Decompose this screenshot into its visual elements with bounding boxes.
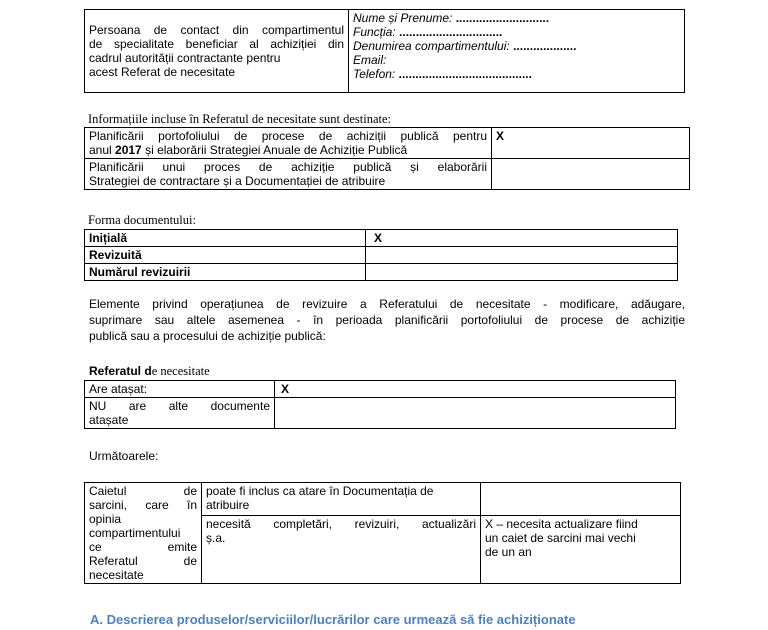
contact-line: cadrul autorității contractante pentru [89, 51, 281, 65]
field-email: Email: [353, 53, 387, 67]
caiet-line: opinia [89, 512, 122, 526]
form-row-label: Numărul revizuirii [85, 264, 366, 281]
referat-table [84, 380, 676, 429]
option-text: anul 2017 și elaborării Strategiei Anuale de Achiziție Publică [89, 143, 408, 157]
attachment-yes-mark: X [275, 381, 676, 398]
caiet-line: necesitate [89, 568, 144, 582]
destination-option-procedure [85, 159, 492, 190]
option-text: necesită completări, revizuiri, actualizări [206, 517, 476, 531]
form-row-mark [366, 264, 678, 281]
destination-mark: X [492, 128, 690, 159]
referat-heading: Referatul de necesitate [89, 364, 210, 378]
caiet-option-update [202, 516, 481, 584]
destination-table [84, 127, 690, 190]
option-text: atribuire [206, 498, 250, 512]
label-text: NU are alte documente [89, 399, 270, 413]
form-table [84, 229, 678, 281]
contact-description [85, 10, 349, 93]
caiet-line: Caietul de [89, 484, 197, 498]
mark-text: un caiet de sarcini mai vechi [485, 531, 636, 545]
caiet-option-as-is-mark [481, 483, 681, 516]
paragraph-line: publică sau a procesului de achiziție publică: [89, 329, 326, 343]
destination-mark [492, 159, 690, 190]
form-row-mark [366, 247, 678, 264]
caiet-option-update-mark [481, 516, 681, 584]
destination-option-portfolio [85, 128, 492, 159]
caiet-table [84, 482, 681, 584]
label-text: atașate [89, 413, 129, 427]
contact-fields [349, 10, 685, 93]
option-text: Planificării unui proces de achiziție publică și elaborării [89, 160, 487, 174]
form-row-label: Revizuită [85, 247, 366, 264]
option-text: Planificării portofoliului de procese de achiziții publică pentru [89, 129, 487, 143]
paragraph-line: Elemente privind operațiunea de revizuire a Referatului de necesitate - modificare, adăugare, [89, 297, 685, 311]
section-a-heading: A. Descrierea produselor/serviciilor/lucrărilor care urmează să fie achiziționate [90, 612, 576, 627]
caiet-description [85, 483, 202, 584]
following-heading: Următoarele: [89, 449, 159, 463]
caiet-line: Referatul de [89, 554, 197, 568]
contact-line: acest Referat de necesitate [89, 65, 236, 79]
contact-line: de specialitate beneficiar al achiziției din [89, 37, 344, 51]
contact-line: Persoana de contact din compartimentul [89, 23, 344, 37]
contact-table [84, 9, 685, 93]
option-text: Strategiei de contractare și a Documentației de atribuire [89, 174, 386, 188]
attachment-no-mark [275, 398, 676, 429]
attachment-yes-label: Are atașat: [85, 381, 275, 398]
mark-text: de un an [485, 545, 532, 559]
field-name: Nume și Prenume: ............................ [353, 11, 550, 25]
caiet-option-as-is [202, 483, 481, 516]
form-row-label: Inițială [85, 230, 366, 247]
field-phone: Telefon: ........................................ [353, 67, 532, 81]
form-heading: Forma documentului: [88, 213, 196, 227]
revision-paragraph [89, 296, 685, 344]
destination-heading: Informațiile incluse în Referatul de necesitate sunt destinate: [88, 112, 392, 126]
attachment-no-label [85, 398, 275, 429]
caiet-line: sarcini, care în [89, 498, 197, 512]
option-text: poate fi inclus ca atare în Documentația de [206, 484, 434, 498]
field-function: Funcția: ............................... [353, 25, 503, 39]
option-text: ș.a. [206, 531, 226, 545]
caiet-line: compartimentului [89, 526, 181, 540]
caiet-line: ce emite [89, 540, 197, 554]
field-department: Denumirea compartimentului: ................... [353, 39, 577, 53]
mark-text: X – necesita actualizare fiind [485, 517, 638, 531]
form-row-mark: X [366, 230, 678, 247]
paragraph-line: suprimare sau altele asemenea - în perioada planificării portofoliului de procese de achiziție [89, 313, 685, 327]
